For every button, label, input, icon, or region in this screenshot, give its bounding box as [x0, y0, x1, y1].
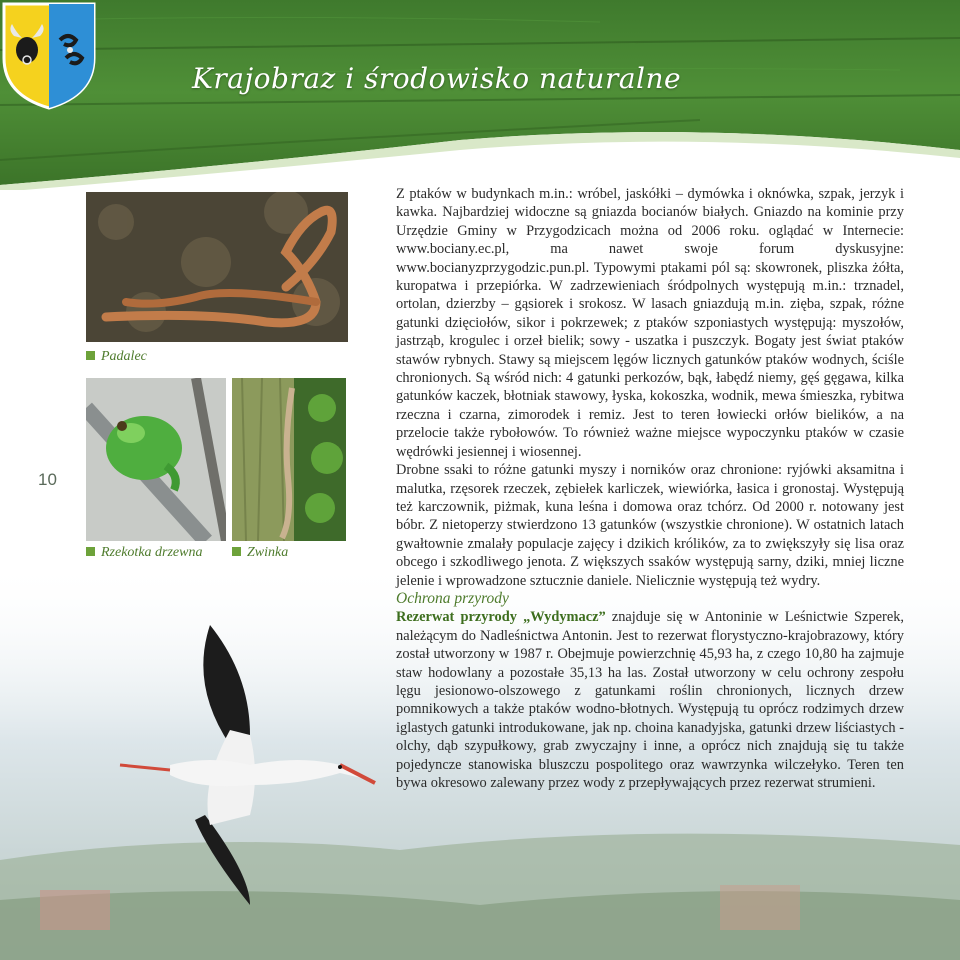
- page-title: Krajobraz i środowisko naturalne: [192, 62, 682, 95]
- sand-lizard-photo: [232, 378, 346, 541]
- section-heading-nature-protection: Ochrona przyrody: [396, 589, 509, 607]
- paragraph-mammals: Drobne ssaki to różne gatunki myszy i norników oraz chronione: ryjówki aksamitna i malutka, rzęsorek rzeczek, zębiełek karliczek, wiewiórka, łasica i gronostaj. Występują też karczownik, piżmak, kuna leśna i domowa oraz tchórz. Od 2000 r. notowany jest bóbr. Z nietoperzy stwierdzono 13 gatunków (wszystkie chronione). W ostatnich latach gwałtownie zmalały populacje zajęcy i dzikich królików, za to zwiększyły się lisa oraz obcego i szkodliwego jenota. Z większych ssaków występują sarny, dziki, mniej liczne jelenie i wprowadzone sztucznie daniele. Nielicznie występują też wydry.: [396, 462, 904, 589]
- caption-bullet-icon: [86, 351, 95, 360]
- caption-sand-lizard: [232, 545, 288, 561]
- caption-slow-worm: [86, 349, 147, 365]
- wood-plank-background: [0, 0, 960, 190]
- slow-worm-photo: [86, 192, 348, 342]
- tree-frog-photo: [86, 378, 226, 541]
- caption-label: Padalec: [101, 349, 147, 364]
- white-stork-icon: [100, 615, 400, 915]
- header-banner: [0, 0, 960, 190]
- coat-of-arms-icon: [0, 0, 98, 110]
- reserve-name: Rezerwat przyrody „Wydymacz”: [396, 609, 606, 626]
- reserve-description: znajduje się w Antoninie w Leśnictwie Szperek, należącym do Nadleśnictwa Antonin. Jest to rezerwat florystyczno-krajobrazowy, który został utworzony w 1987 r. Obejmuje powierzchnię 45,93 ha, z czego 10,80 ha zajmuje staw hodowlany a pozostałe 35,13 ha las. Został utworzony w celu ochrony zespołu lęgu jesionowo-olszowego z gatunkami roślin chronionych, licznych drzew pomnikowych a także ptaków wodno-błotnych. Występują tu oprócz rodzimych drzew iglastych gatunki introdukowane, jak np. choina kanadyjska, gatunki drzew liściastych - olchy, dąb szypułkowy, grab zwyczajny i inne, a oprócz nich znajdują się tu także pojedyncze stanowiska bluszczu pospolitego oraz wawrzynka wilczełyko. Teren ten bywa okresowo zalewany przez wody z przepływających przez rezerwat strumieni.: [396, 609, 904, 791]
- caption-label: Rzekotka drzewna: [101, 545, 203, 560]
- paragraph-birds: Z ptaków w budynkach m.in.: wróbel, jaskółki – dymówka i oknówka, szpak, jerzyk i kawka. Najbardziej widoczne są gniazda bocianów białych. Gniazdo na kominie przy Urzędzie Gminy w Przygodzicach można od 2006 roku. oglądać w Internecie: www.bociany.ec.pl, ma nawet swoje forum dyskusyjne: www.bocianyzprzygodzic.pun.pl. Typowymi ptakami pól są: skowronek, pliszka żółta, kuropatwa i przepiórka. W zadrzewieniach śródpolnych występują m.in.: trznadel, ortolan, dzierzby – gąsiorek i srokosz. W lasach gniazdują m.in. zięba, szpak, różne gatunki dzięciołów, sikor i pokrzewek; z ptaków szponiastych występują: myszołów, jastrząb, krogulec i orzeł bielik; sowy - uszatka i puszczyk. Bogaty jest świat ptaków stawów rybnych. Stawy są miejscem lęgów licznych gatunków ptaków wodnych, ściśle chronionych. Są wśród nich: 4 gatunki perkozów, bąk, łabędź niemy, gęś gęgawa, kilka gatunków kaczek, błotniak stawowy, łyska, kokoszka, wodnik, mewa śmieszka, rybitwa rzeczna i czarna, zimorodek i remiz. Jest to teren łowiecki orłów bielików, a na przelocie także rybołowów. To również ważne miejsce wypoczynku ptaków w czasie wędrówki jesiennej i wiosennej.: [396, 186, 904, 460]
- page-number: 10: [38, 470, 57, 489]
- paragraph-reserve: [396, 608, 904, 792]
- caption-label: Zwinka: [247, 545, 289, 560]
- caption-tree-frog: [86, 545, 202, 561]
- article-text: [396, 185, 904, 792]
- caption-bullet-icon: [232, 547, 241, 556]
- caption-bullet-icon: [86, 547, 95, 556]
